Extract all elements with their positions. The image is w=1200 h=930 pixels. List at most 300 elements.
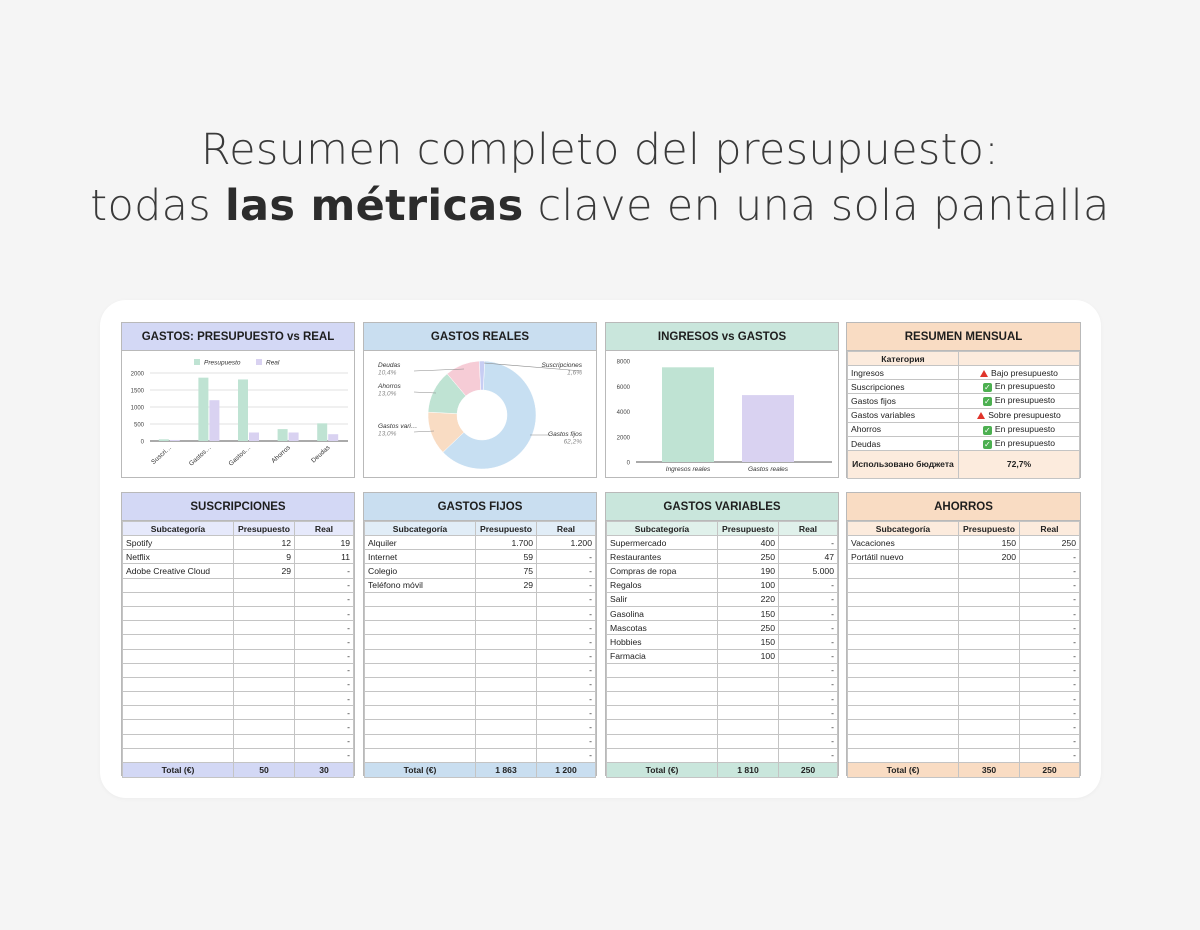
budget-cell[interactable] <box>718 706 779 720</box>
budget-cell[interactable]: 150 <box>718 606 779 620</box>
subcategory-cell[interactable]: Restaurantes <box>607 550 718 564</box>
budget-cell[interactable] <box>959 720 1020 734</box>
y-tick-label: 4000 <box>616 410 630 416</box>
budget-cell[interactable] <box>718 692 779 706</box>
real-cell[interactable]: - <box>295 592 354 606</box>
total-label: Total (€) <box>607 763 718 778</box>
budget-cell[interactable] <box>959 706 1020 720</box>
table-row <box>607 635 838 649</box>
subcategory-cell[interactable] <box>607 748 718 762</box>
total-value: 350 <box>959 763 1020 778</box>
real-cell[interactable]: - <box>1020 734 1080 748</box>
table-row <box>365 748 596 762</box>
table-row <box>365 592 596 606</box>
budget-cell[interactable] <box>718 734 779 748</box>
total-value: 250 <box>1020 763 1080 778</box>
savings-title: AHORROS <box>847 493 1080 521</box>
x-tick-label: Ahorros <box>270 444 292 465</box>
subcategory-cell[interactable] <box>365 663 476 677</box>
real-cell[interactable]: 5.000 <box>779 564 838 578</box>
summary-status <box>959 380 1080 394</box>
subcategory-cell[interactable] <box>365 748 476 762</box>
slice-label: Gastos vari… <box>378 423 418 430</box>
table-row <box>848 564 1080 578</box>
table-row <box>607 677 838 691</box>
budget-cell[interactable] <box>718 720 779 734</box>
real-cell[interactable]: - <box>537 720 596 734</box>
table-row <box>365 663 596 677</box>
real-cell[interactable]: 11 <box>295 550 354 564</box>
real-cell[interactable]: - <box>295 692 354 706</box>
check-icon: ✓ <box>984 397 991 407</box>
summary-status <box>959 366 1080 380</box>
real-cell[interactable]: - <box>1020 748 1080 762</box>
budget-cell[interactable] <box>234 649 295 663</box>
budget-cell[interactable] <box>959 748 1020 762</box>
subcategory-cell[interactable] <box>607 663 718 677</box>
y-tick-label: 2000 <box>130 371 144 378</box>
column-header: Real <box>1020 522 1080 536</box>
table-row <box>123 734 354 748</box>
subcategory-cell[interactable] <box>848 706 959 720</box>
budget-cell[interactable] <box>234 606 295 620</box>
table-row <box>848 663 1080 677</box>
budget-cell[interactable] <box>959 606 1020 620</box>
slice-percent: 10,4% <box>378 369 397 377</box>
real-cell[interactable]: - <box>295 621 354 635</box>
table-row <box>123 578 354 592</box>
income-vs-expenses-chart <box>606 351 838 477</box>
budget-cell[interactable] <box>959 578 1020 592</box>
table-row <box>123 748 354 762</box>
real-cell[interactable]: - <box>779 592 838 606</box>
legend-label: Presupuesto <box>204 359 241 367</box>
slice-percent: 1,6% <box>567 369 582 377</box>
budget-cell[interactable] <box>959 692 1020 706</box>
real-cell[interactable]: - <box>537 692 596 706</box>
column-header: Real <box>779 522 838 536</box>
budget-cell[interactable] <box>476 649 537 663</box>
table-row <box>365 621 596 635</box>
subcategory-cell[interactable] <box>365 635 476 649</box>
table-row <box>123 635 354 649</box>
real-expenses-donut-chart <box>364 351 596 477</box>
real-cell[interactable]: - <box>1020 550 1080 564</box>
y-tick-label: 0 <box>140 439 144 446</box>
summary-status-text: En presupuesto <box>994 423 1056 434</box>
subcategory-cell[interactable] <box>365 692 476 706</box>
budget-cell[interactable] <box>476 706 537 720</box>
subcategory-cell[interactable] <box>365 592 476 606</box>
budget-cell[interactable] <box>234 578 295 592</box>
table-row <box>123 550 354 564</box>
subcategory-cell[interactable] <box>123 578 234 592</box>
headline-line-2-start: todas <box>90 181 225 231</box>
subcategory-cell[interactable]: Netflix <box>123 550 234 564</box>
subcategory-cell[interactable] <box>848 606 959 620</box>
total-row <box>365 763 596 778</box>
x-tick-label: Gastos… <box>227 444 253 468</box>
column-header: Subcategoría <box>848 522 959 536</box>
real-cell[interactable]: - <box>295 578 354 592</box>
budget-cell[interactable] <box>959 621 1020 635</box>
subcategory-cell[interactable] <box>365 649 476 663</box>
table-row <box>365 706 596 720</box>
real-cell[interactable]: - <box>537 606 596 620</box>
subcategory-cell[interactable] <box>607 734 718 748</box>
table-row <box>123 536 354 550</box>
y-tick-label: 6000 <box>616 384 630 391</box>
subcategory-cell[interactable] <box>365 706 476 720</box>
subscriptions-panel <box>121 492 355 776</box>
headline-line-2-end: clave en una sola pantalla <box>523 181 1110 231</box>
subcategory-cell[interactable] <box>848 677 959 691</box>
budget-cell[interactable] <box>234 635 295 649</box>
real-cell[interactable]: - <box>1020 663 1080 677</box>
subcategory-cell[interactable]: Internet <box>365 550 476 564</box>
budget-cell[interactable] <box>959 564 1020 578</box>
check-icon: ✓ <box>984 425 991 435</box>
budget-cell[interactable] <box>476 606 537 620</box>
budget-cell[interactable] <box>476 692 537 706</box>
budget-cell[interactable]: 250 <box>718 550 779 564</box>
subcategory-cell[interactable]: Farmacia <box>607 649 718 663</box>
subcategory-cell[interactable]: Colegio <box>365 564 476 578</box>
total-value: 50 <box>234 763 295 778</box>
subcategory-cell[interactable] <box>123 677 234 691</box>
total-label: Total (€) <box>123 763 234 778</box>
subcategory-cell[interactable] <box>123 734 234 748</box>
real-cell[interactable]: - <box>779 692 838 706</box>
real-cell[interactable]: 250 <box>1020 536 1080 550</box>
table-row <box>848 734 1080 748</box>
subcategory-cell[interactable] <box>848 564 959 578</box>
real-cell[interactable]: - <box>537 564 596 578</box>
warning-triangle-icon <box>980 370 988 377</box>
budget-used-label: Использовано бюджета <box>848 451 959 479</box>
subcategory-cell[interactable]: Teléfono móvil <box>365 578 476 592</box>
subcategory-cell[interactable] <box>848 720 959 734</box>
budget-cell[interactable] <box>234 592 295 606</box>
real-cell[interactable]: - <box>295 663 354 677</box>
table-row <box>607 592 838 606</box>
subcategory-cell[interactable] <box>848 748 959 762</box>
subscriptions-table <box>122 521 354 778</box>
real-cell[interactable]: - <box>779 677 838 691</box>
slice-percent: 13,0% <box>378 430 397 438</box>
budget-cell[interactable] <box>959 663 1020 677</box>
x-tick-label: Gastos reales <box>747 466 789 473</box>
subcategory-cell[interactable] <box>123 720 234 734</box>
table-row <box>848 635 1080 649</box>
real-cell[interactable]: - <box>779 606 838 620</box>
table-row <box>607 606 838 620</box>
real-cell[interactable]: - <box>537 677 596 691</box>
subcategory-cell[interactable] <box>848 692 959 706</box>
bar-budget <box>238 379 248 441</box>
slice-percent: 62,2% <box>563 438 582 446</box>
subcategory-cell[interactable] <box>848 734 959 748</box>
budget-cell[interactable]: 250 <box>718 621 779 635</box>
budget-vs-real-panel <box>121 322 355 478</box>
savings-table <box>847 521 1080 778</box>
subcategory-cell[interactable] <box>848 649 959 663</box>
budget-cell[interactable] <box>476 621 537 635</box>
budget-cell[interactable] <box>959 677 1020 691</box>
table-row <box>607 621 838 635</box>
real-cell[interactable]: 1.200 <box>537 536 596 550</box>
real-cell[interactable]: - <box>1020 692 1080 706</box>
budget-cell[interactable] <box>476 734 537 748</box>
budget-cell[interactable]: 190 <box>718 564 779 578</box>
subcategory-cell[interactable]: Gasolina <box>607 606 718 620</box>
subcategory-cell[interactable] <box>365 621 476 635</box>
subcategory-cell[interactable] <box>123 748 234 762</box>
subcategory-cell[interactable] <box>365 734 476 748</box>
real-cell[interactable]: - <box>295 649 354 663</box>
real-cell[interactable]: - <box>1020 635 1080 649</box>
subcategory-cell[interactable]: Supermercado <box>607 536 718 550</box>
column-header: Subcategoría <box>365 522 476 536</box>
column-header: Presupuesto <box>959 522 1020 536</box>
real-cell[interactable]: - <box>779 720 838 734</box>
budget-cell[interactable] <box>476 635 537 649</box>
subcategory-cell[interactable]: Compras de ropa <box>607 564 718 578</box>
subcategory-cell[interactable] <box>607 692 718 706</box>
table-row <box>848 649 1080 663</box>
table-row <box>607 706 838 720</box>
table-row <box>848 748 1080 762</box>
table-row <box>607 692 838 706</box>
budget-cell[interactable]: 100 <box>718 578 779 592</box>
real-cell[interactable]: - <box>1020 649 1080 663</box>
budget-cell[interactable] <box>718 663 779 677</box>
subcategory-cell[interactable] <box>365 677 476 691</box>
budget-cell[interactable]: 150 <box>959 536 1020 550</box>
budget-cell[interactable] <box>234 663 295 677</box>
budget-cell[interactable]: 400 <box>718 536 779 550</box>
budget-cell[interactable] <box>234 720 295 734</box>
summary-status <box>959 422 1080 436</box>
x-tick-label: Deudas <box>310 444 332 465</box>
table-row <box>123 692 354 706</box>
subcategory-cell[interactable]: Salir <box>607 592 718 606</box>
table-row <box>123 663 354 677</box>
subcategory-cell[interactable]: Vacaciones <box>848 536 959 550</box>
real-cell[interactable]: - <box>779 649 838 663</box>
real-cell[interactable]: - <box>779 578 838 592</box>
subcategory-cell[interactable] <box>848 663 959 677</box>
real-cell[interactable]: - <box>537 748 596 762</box>
real-cell[interactable]: - <box>537 592 596 606</box>
summary-status <box>959 394 1080 408</box>
total-row <box>848 763 1080 778</box>
budget-cell[interactable]: 12 <box>234 536 295 550</box>
real-cell[interactable]: - <box>1020 606 1080 620</box>
subcategory-cell[interactable] <box>123 592 234 606</box>
subcategory-cell[interactable] <box>123 621 234 635</box>
subcategory-cell[interactable] <box>848 635 959 649</box>
budget-cell[interactable]: 29 <box>476 578 537 592</box>
headline-line-1: Resumen completo del presupuesto: <box>200 125 1000 175</box>
bar-budget <box>317 423 327 441</box>
budget-cell[interactable] <box>234 692 295 706</box>
real-cell[interactable]: - <box>779 706 838 720</box>
budget-cell[interactable]: 75 <box>476 564 537 578</box>
subcategory-cell[interactable] <box>365 606 476 620</box>
summary-category: Deudas <box>848 436 959 450</box>
subcategory-cell[interactable] <box>123 635 234 649</box>
budget-cell[interactable]: 59 <box>476 550 537 564</box>
real-cell[interactable]: - <box>537 550 596 564</box>
real-cell[interactable]: - <box>1020 677 1080 691</box>
budget-cell[interactable]: 220 <box>718 592 779 606</box>
real-cell[interactable]: - <box>1020 578 1080 592</box>
real-cell[interactable]: - <box>537 649 596 663</box>
table-row <box>365 606 596 620</box>
table-row <box>848 536 1080 550</box>
real-cell[interactable]: - <box>779 536 838 550</box>
real-cell[interactable]: - <box>779 748 838 762</box>
subcategory-cell[interactable] <box>607 706 718 720</box>
budget-cell[interactable]: 100 <box>718 649 779 663</box>
budget-cell[interactable] <box>234 748 295 762</box>
real-cell[interactable]: - <box>295 706 354 720</box>
subcategory-cell[interactable]: Regalos <box>607 578 718 592</box>
table-row <box>365 692 596 706</box>
table-row <box>848 578 1080 592</box>
total-row <box>607 763 838 778</box>
subcategory-cell[interactable] <box>123 606 234 620</box>
variable-expenses-panel <box>605 492 839 776</box>
subcategory-cell[interactable] <box>123 649 234 663</box>
budget-cell[interactable] <box>959 635 1020 649</box>
real-cell[interactable]: - <box>537 734 596 748</box>
subcategory-cell[interactable]: Mascotas <box>607 621 718 635</box>
table-row <box>365 649 596 663</box>
subcategory-cell[interactable] <box>848 592 959 606</box>
table-row <box>123 564 354 578</box>
column-header: Subcategoría <box>123 522 234 536</box>
subcategory-cell[interactable]: Portátil nuevo <box>848 550 959 564</box>
real-cell[interactable]: 19 <box>295 536 354 550</box>
slice-percent: 13,0% <box>378 390 397 398</box>
bar-real <box>170 440 180 441</box>
summary-status <box>959 408 1080 422</box>
subcategory-cell[interactable]: Spotify <box>123 536 234 550</box>
column-header: Real <box>537 522 596 536</box>
table-row <box>365 564 596 578</box>
real-cell[interactable]: - <box>295 677 354 691</box>
budget-cell[interactable] <box>234 677 295 691</box>
real-cell[interactable]: - <box>779 663 838 677</box>
dashboard-card <box>100 300 1101 798</box>
budget-cell[interactable]: 1.700 <box>476 536 537 550</box>
budget-cell[interactable]: 9 <box>234 550 295 564</box>
budget-cell[interactable] <box>234 734 295 748</box>
real-cell[interactable]: - <box>1020 621 1080 635</box>
summary-status <box>959 436 1080 450</box>
real-cell[interactable]: - <box>1020 564 1080 578</box>
real-cell[interactable]: - <box>295 748 354 762</box>
real-cell[interactable]: - <box>779 635 838 649</box>
real-cell[interactable]: - <box>295 564 354 578</box>
real-cell[interactable]: - <box>779 734 838 748</box>
bar <box>662 367 714 462</box>
table-row <box>607 720 838 734</box>
real-cell[interactable]: - <box>1020 592 1080 606</box>
subcategory-cell[interactable] <box>123 692 234 706</box>
subcategory-cell[interactable] <box>607 720 718 734</box>
subcategory-cell[interactable] <box>123 663 234 677</box>
budget-cell[interactable] <box>476 677 537 691</box>
subcategory-cell[interactable]: Adobe Creative Cloud <box>123 564 234 578</box>
budget-cell[interactable] <box>718 748 779 762</box>
fixed-expenses-table <box>364 521 596 778</box>
real-cell[interactable]: - <box>537 621 596 635</box>
real-cell[interactable]: - <box>537 635 596 649</box>
real-cell[interactable]: - <box>779 621 838 635</box>
budget-cell[interactable] <box>959 734 1020 748</box>
subcategory-cell[interactable] <box>365 720 476 734</box>
table-row <box>123 621 354 635</box>
real-cell[interactable]: - <box>295 606 354 620</box>
budget-cell[interactable] <box>959 592 1020 606</box>
real-cell[interactable]: - <box>1020 720 1080 734</box>
table-row <box>365 635 596 649</box>
total-row <box>123 763 354 778</box>
real-cell[interactable]: - <box>1020 706 1080 720</box>
subcategory-cell[interactable]: Alquiler <box>365 536 476 550</box>
budget-cell[interactable] <box>476 748 537 762</box>
budget-cell[interactable] <box>476 663 537 677</box>
column-header: Real <box>295 522 354 536</box>
summary-status-text: En presupuesto <box>994 438 1056 449</box>
table-row <box>848 606 1080 620</box>
table-row <box>365 578 596 592</box>
real-cell[interactable]: - <box>295 734 354 748</box>
summary-status-text: Sobre presupuesto <box>988 410 1061 421</box>
subcategory-cell[interactable] <box>607 677 718 691</box>
savings-panel <box>846 492 1081 776</box>
budget-cell[interactable] <box>234 706 295 720</box>
slice-label: Deudas <box>378 362 401 369</box>
budget-cell[interactable] <box>476 720 537 734</box>
total-value: 250 <box>779 763 838 778</box>
summary-status-text: Bajo presupuesto <box>991 367 1058 378</box>
real-cell[interactable]: 47 <box>779 550 838 564</box>
budget-cell[interactable]: 150 <box>718 635 779 649</box>
subcategory-cell[interactable] <box>848 621 959 635</box>
subcategory-cell[interactable] <box>848 578 959 592</box>
real-cell[interactable]: - <box>537 663 596 677</box>
real-cell[interactable]: - <box>295 720 354 734</box>
summary-status-text: En presupuesto <box>994 381 1056 392</box>
table-row <box>607 578 838 592</box>
subcategory-cell[interactable]: Hobbies <box>607 635 718 649</box>
budget-cell[interactable] <box>959 649 1020 663</box>
check-icon: ✓ <box>984 440 991 450</box>
budget-cell[interactable]: 29 <box>234 564 295 578</box>
real-cell[interactable]: - <box>537 578 596 592</box>
subcategory-cell[interactable] <box>123 706 234 720</box>
budget-cell[interactable]: 200 <box>959 550 1020 564</box>
budget-cell[interactable] <box>234 621 295 635</box>
budget-cell[interactable] <box>718 677 779 691</box>
real-cell[interactable]: - <box>295 635 354 649</box>
real-cell[interactable]: - <box>537 706 596 720</box>
budget-cell[interactable] <box>476 592 537 606</box>
